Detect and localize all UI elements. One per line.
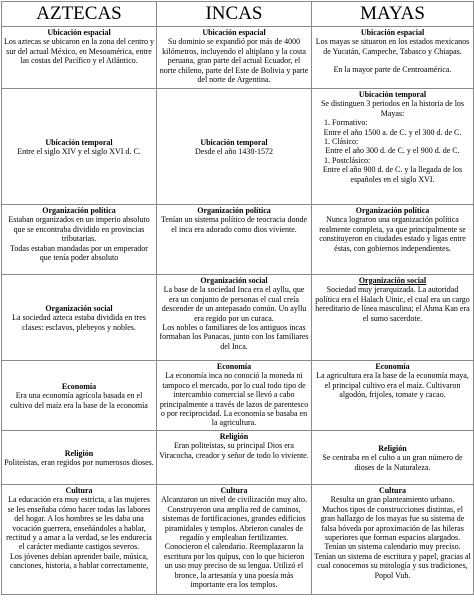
cell-mayas-organizacion-politica <box>312 205 474 275</box>
cell-aztecas-ubicacion-temporal <box>2 89 157 205</box>
cell-text: Desde el año 1438-1572 <box>195 147 273 156</box>
cell-text: Los mayas se situaron en los estados mexicanos de Yucatán, Campeche, Tabasco y Chiapas. <box>315 37 470 56</box>
cell-text: La agricultura era la base de la economía maya, el principal cultivo era el maíz. Cultivaron algodón, frijoles, tomate y cacao. <box>316 371 469 400</box>
cell-text: Los jóvenes debían aprender baile, música, canciones, historia, a hablar correctamente, <box>9 551 149 571</box>
cell-title: Economía <box>375 362 410 371</box>
cell-text: Entre el siglo XIV y el siglo XVI d. C. <box>17 147 141 156</box>
cell-mayas-religion <box>312 431 474 485</box>
cell-mayas-cultura <box>312 485 474 595</box>
cell-text: La economía inca no conoció la moneda ni tampoco el mercado, por lo cual todo tipo de intercambio comercial se llevó a cabo principalmente a través de lazos de parentesco o por reciprocidad. La economía se basaba en la agricultura. <box>159 371 309 428</box>
column-header-aztecas: AZTECAS <box>2 2 157 27</box>
cell-text: Se centraba en el culto a un gran número de dioses de la Naturaleza. <box>322 453 463 472</box>
table-row <box>2 485 474 595</box>
cell-title: Organización social <box>358 276 427 285</box>
cell-incas-ubicacion-temporal <box>157 89 312 205</box>
cell-text: Tenían un sistema calendario muy preciso. <box>324 542 461 552</box>
cell-text: Nunca lograron una organización política realmente completa, ya que principalmente se constituyeron en ciudades estado y ligas entre éstas, con gobiernos independientes. <box>319 215 466 253</box>
cell-title: Religión <box>219 432 249 441</box>
cell-incas-religion <box>157 431 312 485</box>
cell-incas-ubicacion-espacial <box>157 27 312 89</box>
cell-title: Cultura <box>65 486 93 495</box>
cell-text: Estaban organizados en un imperio absoluto que se encontraba dividido en provincias tributarias. <box>8 215 150 244</box>
cell-title: Religión <box>64 448 94 458</box>
column-header-mayas: MAYAS <box>312 2 474 27</box>
cell-title: Ubicación espacial <box>47 28 111 37</box>
cell-incas-cultura <box>157 485 312 595</box>
cell-title: Ubicación temporal <box>200 137 268 147</box>
table-row <box>2 275 474 361</box>
cell-aztecas-organizacion-social <box>2 275 157 361</box>
cell-title: Ubicación temporal <box>358 90 427 99</box>
cell-text: Los aztecas se ubicaron en la zona del centro y sur del actual México, en Mesoamérica, entre las costas del Pacífico y el Atlántico. <box>4 37 154 66</box>
cell-aztecas-economia <box>2 361 157 431</box>
cell-aztecas-cultura <box>2 485 157 595</box>
cell-text: Todas estaban mandadas por un emperador que tenía poder absoluto <box>10 243 148 263</box>
cell-title: Ubicación temporal <box>45 137 113 147</box>
cell-title: Organización política <box>197 206 271 215</box>
cell-title: Organización política <box>355 206 430 215</box>
cell-mayas-ubicacion-temporal <box>312 89 474 205</box>
cell-text: La base de la sociedad Inca era el ayllu, que era un conjunto de personas el cual creía descender de un antepasado común. Un ayllu era regido por un curaca. <box>161 285 307 323</box>
cell-text: Tenían un sistema de escritura y papel, gracias al cual conocemos su mitología y sus tradiciones, Popol Vuh. <box>314 551 471 580</box>
cell-text: Resulta un gran planteamiento urbano. <box>330 495 455 505</box>
cell-incas-economia <box>157 361 312 431</box>
cell-text: Tenían un sistema político de teocracia donde el inca era adorado como dios viviente. <box>160 215 308 234</box>
cell-title: Organización política <box>42 206 116 215</box>
period-label: 1. Clásico: <box>324 137 359 147</box>
period-text: Entre el año 1500 a. de C. y el 300 d. de C. <box>323 127 462 137</box>
cell-incas-organizacion-politica <box>157 205 312 275</box>
cell-text: Sociedad muy jerarquizada. La autoridad política era el Halach Uinic, el cual era un cargo hereditario de línea masculina; el Ahma Kan era el sumo sacerdote. <box>315 285 470 323</box>
cell-title: Cultura <box>378 486 407 495</box>
cell-aztecas-organizacion-politica <box>2 205 157 275</box>
cell-aztecas-ubicacion-espacial <box>2 27 157 89</box>
comparison-table <box>1 1 474 595</box>
cell-text: Era una economía agrícola basada en el cultivo del maíz era la base de la economía <box>10 391 148 410</box>
table-row <box>2 205 474 275</box>
table-row <box>2 431 474 485</box>
cell-title: Economía <box>216 362 252 371</box>
period-text: Entre el año 300 d. de C. y el 900 d. de C. <box>325 146 460 156</box>
column-header-incas: INCAS <box>157 2 312 27</box>
cell-title: Economía <box>61 381 97 391</box>
cell-text: La sociedad azteca estaba dividida en tres clases: esclavos, plebeyos y nobles. <box>12 313 146 332</box>
table-row <box>2 89 474 205</box>
cell-title: Ubicación espacial <box>360 28 425 37</box>
table-row <box>2 361 474 431</box>
cell-title: Ubicación espacial <box>202 28 266 37</box>
cell-text: Politeístas, eran regidos por numerosos dioses. <box>4 458 154 467</box>
cell-aztecas-religion <box>2 431 157 485</box>
cell-text: Los nobles o familiares de los antiguos incas formaban los Panacas, junto con los familiares del Inca. <box>159 323 309 351</box>
period-label: 1. Formativo: <box>324 118 368 128</box>
cell-mayas-economia <box>312 361 474 431</box>
cell-text: En la mayor parte de Centroamérica. <box>333 65 452 75</box>
cell-title: Organización social <box>200 276 268 285</box>
cell-text: Eran politeístas, su principal Dios era Viracocha, creador y señor de todo lo viviente. <box>159 441 309 460</box>
period-label: 1. Postclásico: <box>324 155 371 165</box>
cell-text: Conocieron el calendario. Reemplazaron la escritura por los quipus, con lo que hicieron un uso muy preciso de su lengua. Utilizó el bronce, la artesanía y una poesía más importante era los templos. <box>163 542 305 590</box>
period-text: Entre el año 900 d. de C. y la llegada de los españoles en el siglo XVI. <box>322 165 463 184</box>
cell-text: Se distinguen 3 periodos en la historia de los Mayas: <box>320 99 465 118</box>
cell-text: Su dominio se expandió por más de 4000 kilómetros, incluyendo el altiplano y la costa peruana, gran parte del actual Ecuador, el norte chileno, parte del Este de Bolivia y parte del norte de Argentina. <box>159 37 309 85</box>
cell-title: Organización social <box>45 303 113 313</box>
cell-mayas-ubicacion-espacial <box>312 27 474 89</box>
cell-text: Alcanzaron un nivel de civilización muy alto. Construyeron una amplia red de caminos, sistemas de fortificaciones, grandes edificios piramidales y templos. Abrieron canales de regadío y empleaban fertilizantes. <box>161 495 307 543</box>
cell-mayas-organizacion-social <box>312 275 474 361</box>
header-row <box>2 2 474 27</box>
cell-text: Muchos tipos de construcciones distintas, el gran hallazgo de los mayas fue su sistema de falsa bóveda por aproximación de las hileras superiores que forman espacios alargados. <box>320 504 465 543</box>
cell-title: Religión <box>378 443 407 453</box>
cell-text: La educación era muy estricta, a las mujeres se les enseñaba cómo hacer todas las labores del hogar. A los hombres se les daba una vocación guerrera, enseñándoles a hablar, rectitud y a amar a la verdad, se les endurecía el carácter mediante castigos severos. <box>6 495 152 552</box>
cell-incas-organizacion-social <box>157 275 312 361</box>
cell-title: Cultura <box>220 486 248 495</box>
table-row <box>2 27 474 89</box>
